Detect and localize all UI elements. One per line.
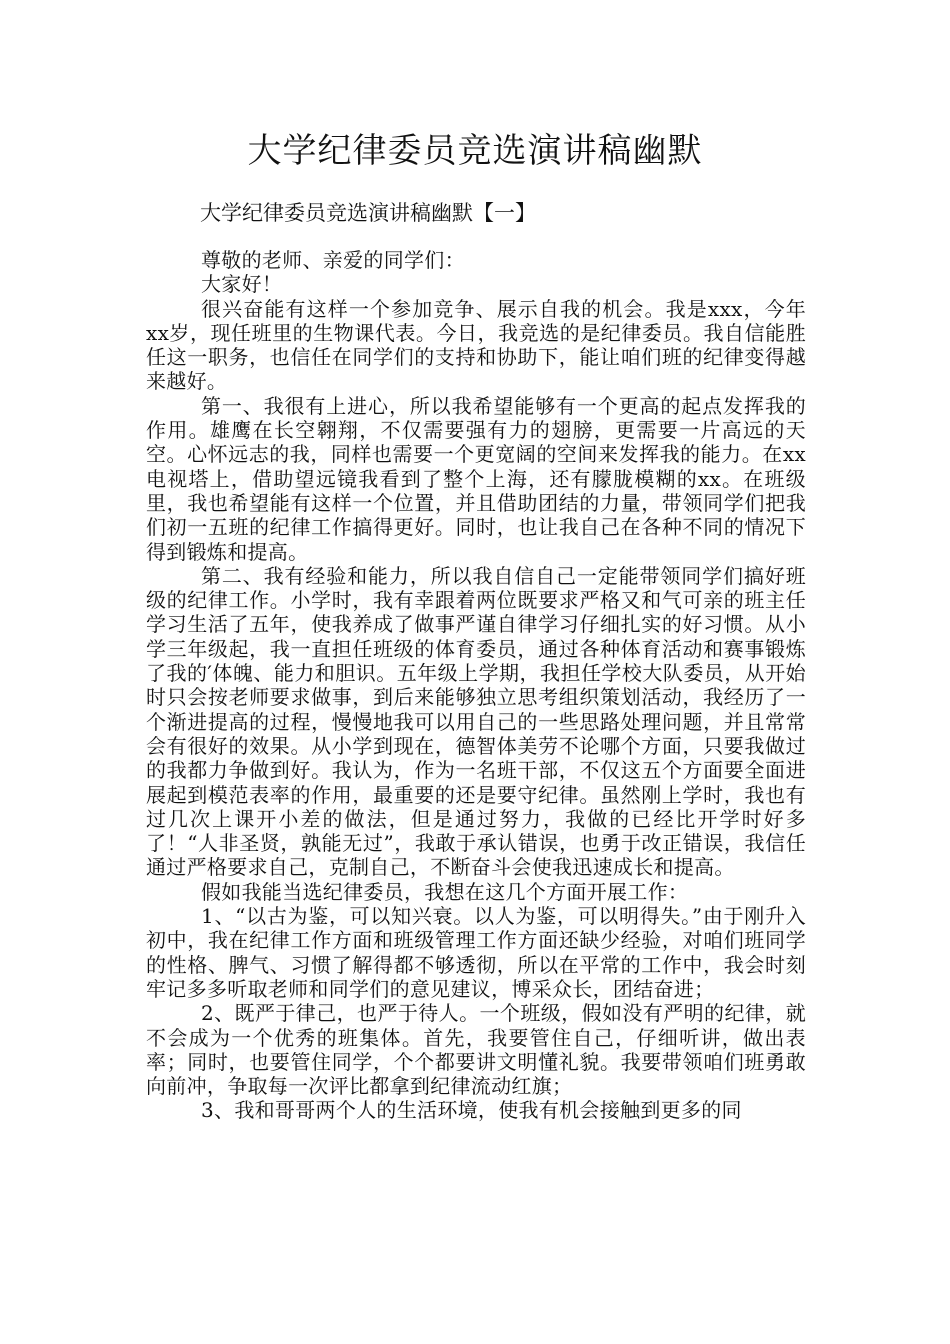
greeting: 大家好！ — [201, 272, 283, 297]
body-paragraph: 很兴奋能有这样一个参加竞争、展示自我的机会。我是xxx，今年xx岁，现任班里的生物课代表。今日，我竞选的是纪律委员。我自信能胜任这一职务，也信任在同学们的支持和协助下，能让咱们班的纪律变得越来越好。 — [146, 296, 806, 394]
body-paragraph: 2、既严于律己，也严于待人。一个班级，假如没有严明的纪律，就不会成为一个优秀的班集体。首先，我要管住自己，仔细听讲，做出表率；同时，也要管住同学，个个都要讲文明懂礼貌。我要带领咱们班勇敢向前冲，争取每一次评比都拿到纪律流动红旗； — [146, 1001, 806, 1099]
salutation: 尊敬的老师、亲爱的同学们： — [201, 248, 465, 272]
body-paragraph: 假如我能当选纪律委员，我想在这几个方面开展工作： — [201, 879, 689, 904]
document-title: 大学纪律委员竞选演讲稿幽默 — [247, 131, 703, 171]
document-subtitle: 大学纪律委员竞选演讲稿幽默【一】 — [200, 201, 536, 225]
body-paragraph: 第一、我很有上进心，所以我希望能够有一个更高的起点发挥我的作用。雄鹰在长空翱翔，不仅需要强有力的翅膀，更需要一片高远的天空。心怀远志的我，同样也需要一个更宽阔的空间来发挥我的能力。在xx电视塔上，借助望远镜我看到了整个上海，还有朦胧模糊的xx。在班级里，我也希望能有这样一个位置，并且借助团结的力量，带领同学们把我们初一五班的纪律工作搞得更好。同时，也让我自己在各种不同的情况下得到锻炼和提高。 — [146, 393, 806, 564]
body-paragraph: 第二、我有经验和能力，所以我自信自己一定能带领同学们搞好班级的纪律工作。小学时，我有幸跟着两位既要求严格又和气可亲的班主任学习生活了五年，使我养成了做事严谨自律学习仔细扎实的好习惯。从小学三年级起，我一直担任班级的体育委员，通过各种体育活动和赛事锻炼了我的′体魄、能力和胆识。五年级上学期，我担任学校大队委员，从开始时只会按老师要求做事，到后来能够独立思考组织策划活动，我经历了一个渐进提高的过程，慢慢地我可以用自己的一些思路处理问题，并且常常会有很好的效果。从小学到现在，德智体美劳不论哪个方面，只要我做过的我都力争做到好。我认为，作为一名班干部，不仅这五个方面要全面进展起到模范表率的作用，最重要的还是要守纪律。虽然刚上学时，我也有过几次上课开小差的做法，但是通过努力，我做的已经比开学时好多了！“人非圣贤，孰能无过”，我敢于承认错误，也勇于改正错误，我信任通过严格要求自己，克制自己，不断奋斗会使我迅速成长和提高。 — [146, 563, 806, 880]
document-body — [146, 248, 806, 1123]
body-paragraph: 1、“以古为鉴，可以知兴衰。以人为鉴，可以明得失。”由于刚升入初中，我在纪律工作方面和班级管理工作方面还缺少经验，对咱们班同学的性格、脾气、习惯了解得都不够透彻，所以在平常的工作中，我会时刻牢记多多听取老师和同学们的意见建议，博采众长，团结奋进； — [146, 904, 806, 1001]
body-paragraph: 3、我和哥哥两个人的生活环境，使我有机会接触到更多的同 — [201, 1098, 742, 1123]
